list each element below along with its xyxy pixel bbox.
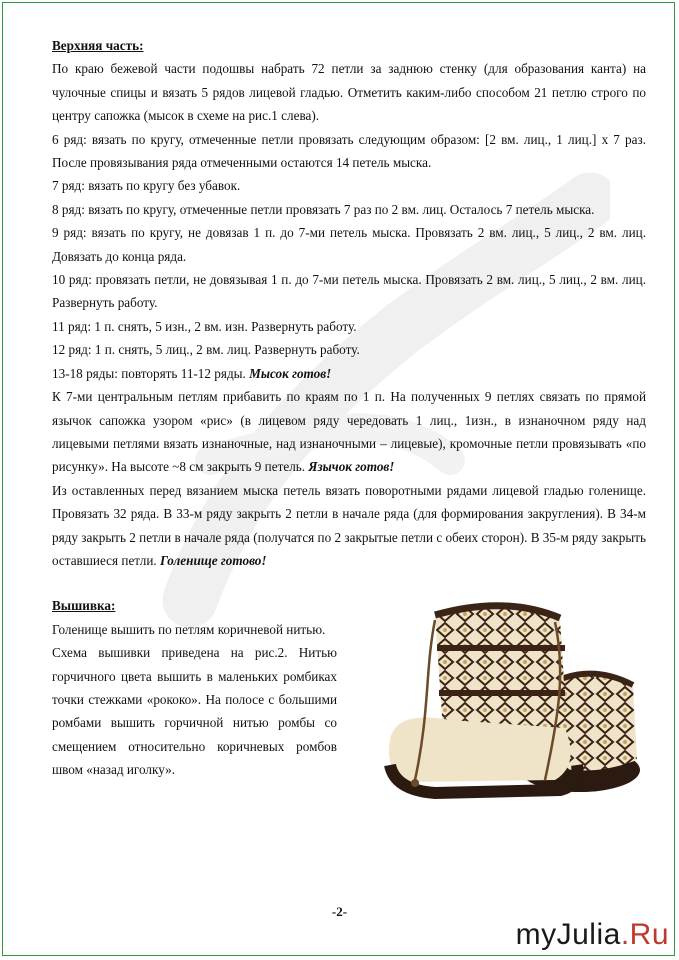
shaft-done-label: Голенище готово! bbox=[159, 552, 267, 568]
paragraph: Схема вышивки приведена на рис.2. Нитью горчичного цвета вышить в маленьких ромбиках точки стежками «рококо». На полосе с большими ромбами вышить горчичной нитью ромбы со смещением относительно коричневых ромбов швом «назад иголку». bbox=[52, 645, 337, 778]
paragraph: По краю бежевой части подошвы набрать 72 петли за заднюю стенку (для образования канта) на чулочные спицы и вязать 5 рядов лицевой гладью. Отметить каким-либо способом 21 петлю строго по центру сапожка (мысок в схеме на рис.1 слева). bbox=[52, 61, 646, 124]
paragraph-text: К 7-ми центральным петлям прибавить по краям по 1 п. На полученных 9 петлях связать по прямой язычок сапожка узором «рис» (в лицевом ряду чередовать 1 лиц., 1изн., в изнаночном ряду над лицевыми петлями вязать изнаночные, над изнаночными – лицевые), кромочные петли провязывать «по рисунку». На высоте ~8 см закрыть 9 петель. bbox=[52, 389, 646, 475]
logo-domain: .Ru bbox=[620, 918, 669, 951]
paragraph: 10 ряд: провязать петли, не довязывая 1 п. до 7-ми петель мыска. Провязать 2 вм. лиц., 5 лиц., 2 вм. лиц. Развернуть работу. bbox=[52, 272, 646, 311]
toe-done-label: Мысок готов! bbox=[249, 365, 332, 381]
paragraph: 9 ряд: вязать по кругу, не довязав 1 п. до 7-ми петель мыска. Провязать 2 вм. лиц., 5 лиц., 2 вм. лиц. Довязать до конца ряда. bbox=[52, 225, 646, 264]
paragraph bbox=[52, 385, 646, 479]
paragraph bbox=[52, 479, 646, 573]
paragraph: 8 ряд: вязать по кругу, отмеченные петли провязать 7 раз по 2 вм. лиц. Осталось 7 петель мыска. bbox=[52, 201, 595, 217]
page-number: -2- bbox=[331, 904, 348, 919]
heading-embroidery: Вышивка: bbox=[52, 598, 116, 614]
paragraph: 6 ряд: вязать по кругу, отмеченные петли провязать следующим образом: [2 вм. лиц., 1 лиц.] х 7 раз. После провязывания ряда отмеченными остаются 14 петель мыска. bbox=[52, 131, 646, 171]
paragraph: 7 ряд: вязать по кругу без убавок. bbox=[52, 178, 241, 194]
paragraph bbox=[52, 362, 646, 385]
paragraph: Голенище вышить по петлям коричневой нитью. bbox=[52, 621, 326, 637]
logo-text: myJulia bbox=[515, 918, 621, 951]
paragraph-text: 13-18 ряды: повторять 11-12 ряды. bbox=[52, 365, 250, 381]
paragraph: 12 ряд: 1 п. снять, 5 лиц., 2 вм. лиц. Развернуть работу. bbox=[52, 342, 360, 358]
paragraph: 11 ряд: 1 п. снять, 5 изн., 2 вм. изн. Развернуть работу. bbox=[52, 318, 357, 334]
booties-photo bbox=[355, 590, 645, 814]
heading-top-part: Верхняя часть: bbox=[52, 38, 144, 53]
tongue-done-label: Язычок готов! bbox=[308, 459, 395, 475]
site-logo bbox=[516, 918, 669, 952]
paragraph-text: Из оставленных перед вязанием мыска петель вязать поворотными рядами лицевой гладью голенище. Провязать 32 ряда. В 33-м ряду закрыть 2 петли в начале ряда (для формирования закругления). В 34-м ряду закрыть 2 петли в начале ряда (получатся по 2 закрытые петли с обеих сторон). В 35-м ряду закрыть оставшиеся петли. bbox=[52, 482, 646, 568]
embroidery-section bbox=[52, 594, 337, 781]
